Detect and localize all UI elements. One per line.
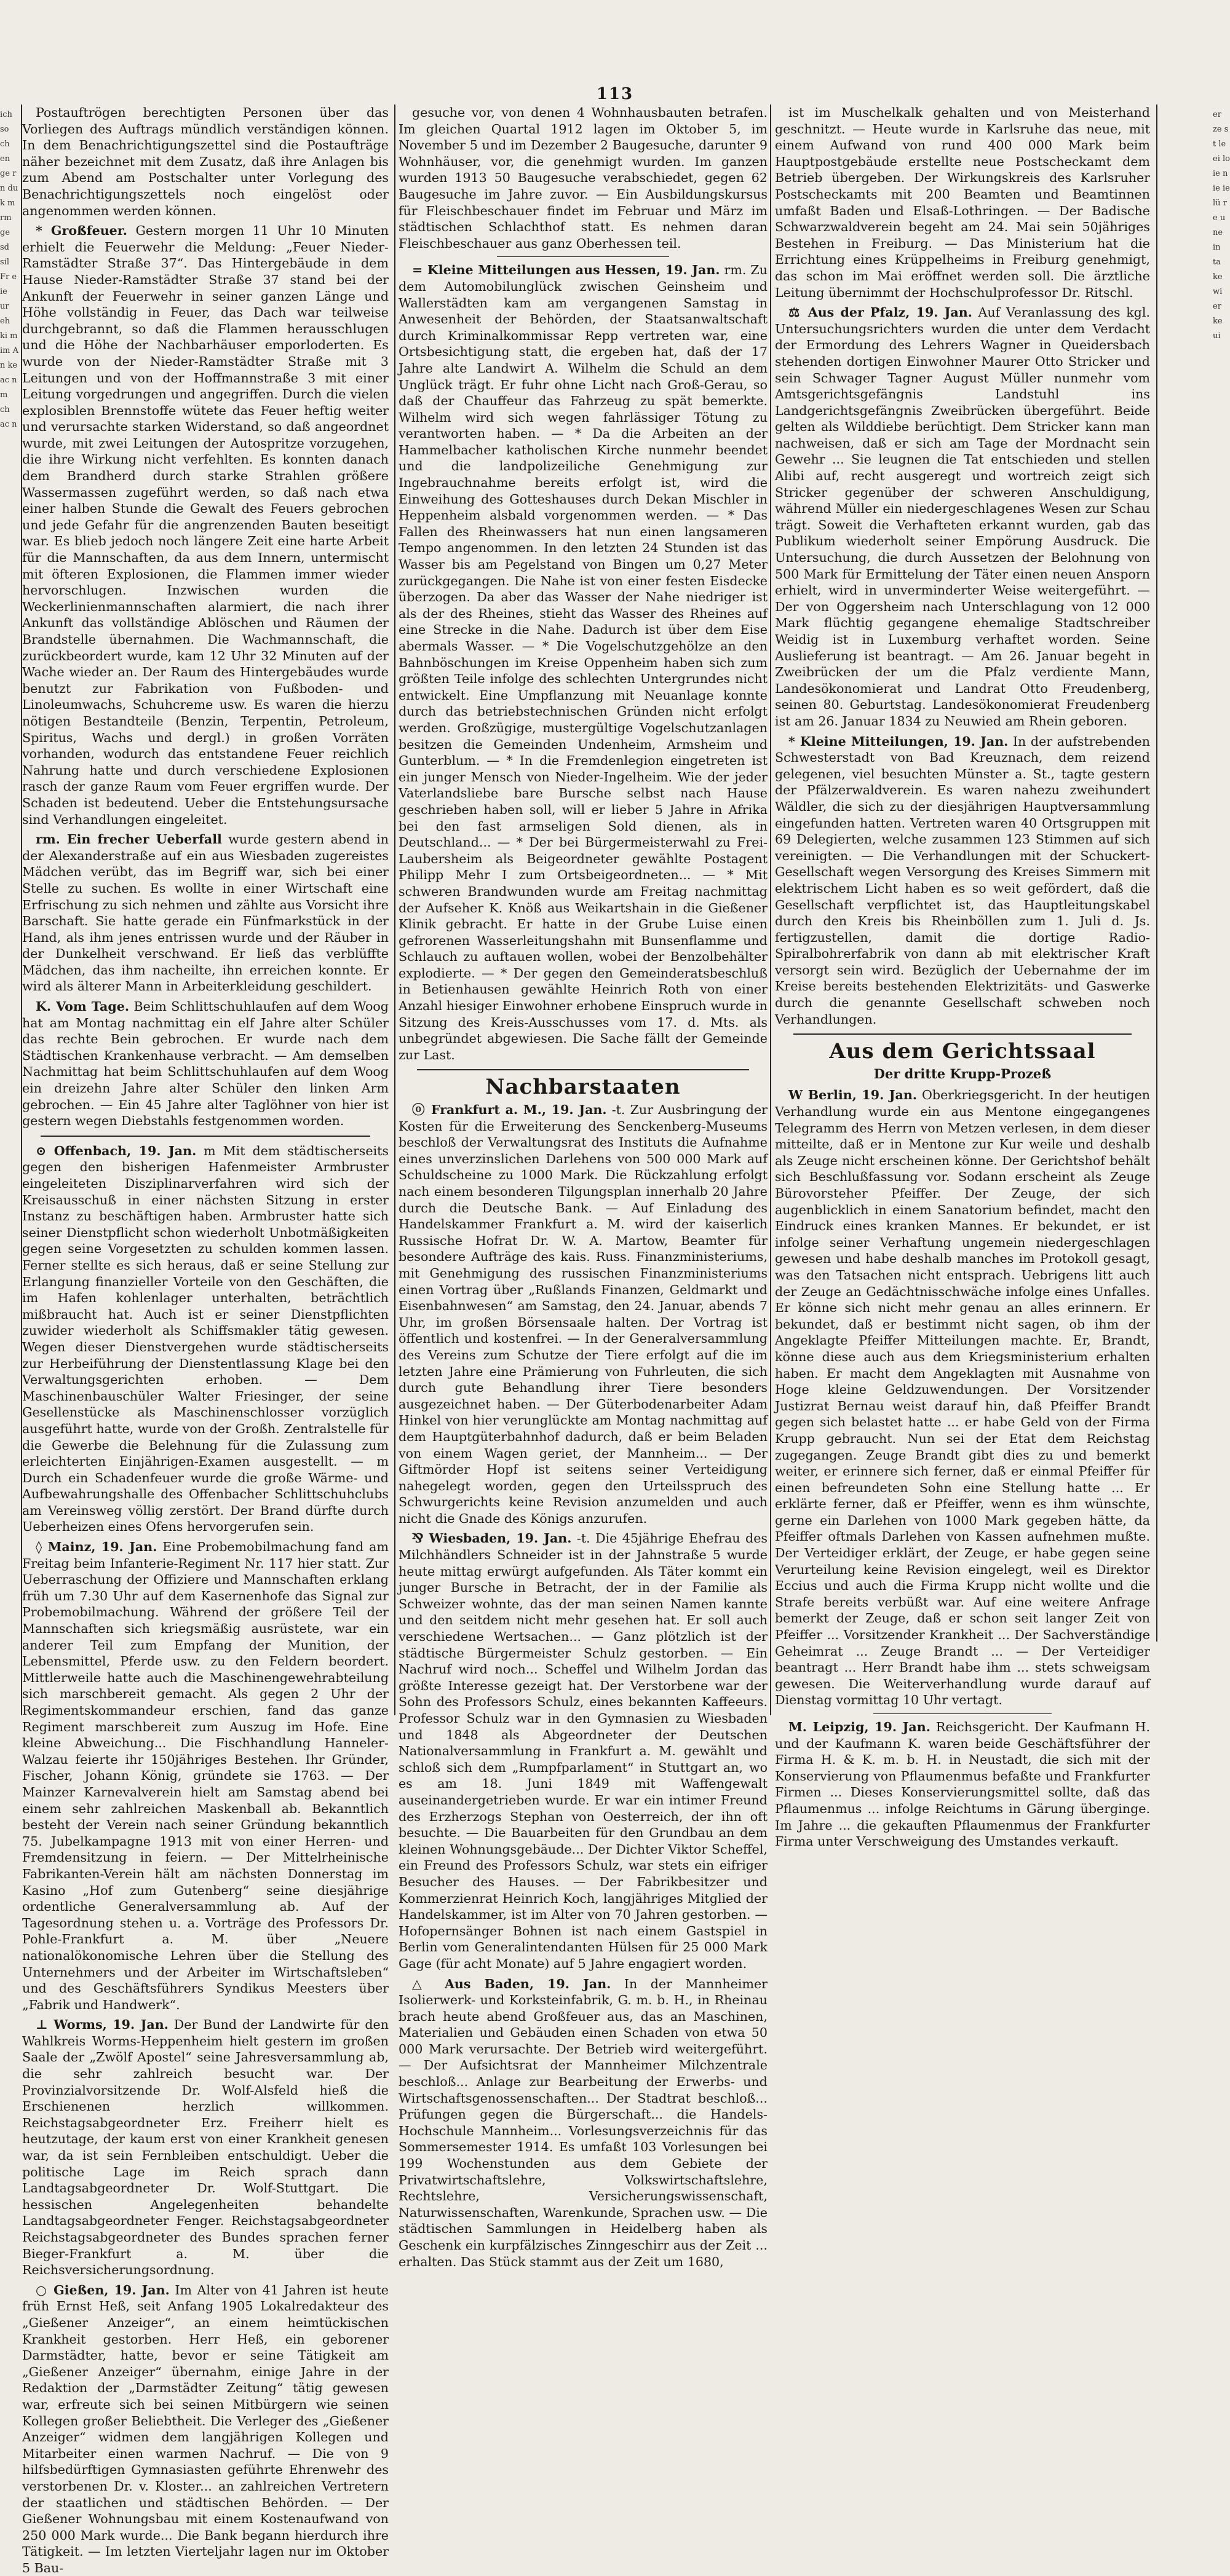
column-3 (775, 105, 1151, 1849)
article-kicker: ⚖ Aus der Pfalz, 19. Jan. (788, 305, 972, 320)
article (775, 304, 1150, 729)
article-text: -t. Die 45jährige Ehefrau des Milchhändlers Schneider ist in der Jahnstraße 5 wurde heute mittag erwürgt aufgefunden. Als Täter kommt ein junger Bursche in Betracht, der in der Familie als Schweizer wohnte, das der man seinen Namen kannte und den seitdem nicht mehr gesehen hat. Er soll auch verschiedene Wertsachen... — Ganz plötzlich ist der städtische Bürgermeister Schulz gestorben. — Ein Nachruf wird noch... Scheffel und Wilhelm Jordan das größte Interesse gezeigt hat. Der Verstorbene war der Sohn des Professors Schulz, eines bekannten Kaffeeurs. Professor Schulz war in den Gymnasien zu Wiesbaden und 1848 als Abgeordneter der Deutschen Nationalversammlung in Frankfurt a. M. gewählt und schloß sich dem „Rumpfparlament“ in Stuttgart an, wo es am 18. Juni 1849 mit Waffengewalt auseinandergetrieben wurde. Er war ein intimer Freund des Erzherzogs Stephan von Oesterreich, der ihn oft besuchte. — Die Bauarbeiten für den Grundbau an dem kleinen Wohnungsgebäude... Der Dichter Viktor Scheffel, ein Freund des Professors Schulz, war stets ein eifriger Besucher des Hauses. — Der Fabrikbesitzer und Kommerzienrat Heinrich Koch, langjähriges Mitglied der Handelskammer, ist im Alter von 70 Jahren gestorben. — Hofopernsänger Bohnen ist nach einem Gastspiel in Berlin vom Generalintendanten Hülsen für 25 000 Mark Gage (für acht Monate) auf 5 Jahre engagiert worden. (399, 1531, 768, 1971)
article-text: Postauftrögen berechtigten Personen über das Vorliegen des Auftrags mündlich verständigen können. In dem Benachrichtigungszettel sind die Postaufträge näher bezeichnet mit dem Zusatz, daß ihre Anlagen bis zum Abend am Postschalter unter Vorlegung des Benachrichtigungszettels noch eingelöst oder angenommen werden können. (22, 105, 389, 218)
article (399, 1976, 768, 2270)
article-text: ist im Muschelkalk gehalten und von Meisterhand geschnitzt. — Heute wurde in Karlsruhe das neue, mit einem Aufwand von rund 400 000 Mark beim Hauptpostgebäude erstellte neue Postscheckamt dem Betrieb übergeben. Der Wirkungskreis des Karlsruher Postscheckamts mit 200 Beamten und Beamtinnen umfaßt Baden und Elsaß-Lothringen. — Der Badische Schwarzwaldverein begeht am 24. Mai sein 50jähriges Bestehen in Freiburg. — Das Ministerium hat die Errichtung eines Krüppelheims in Freiburg genehmigt, das schon im Mai eröffnet werden soll. Die ärztliche Leitung übernimmt der Hochschulprofessor Dr. Ritschl. (775, 105, 1150, 300)
article-kicker: * Großfeuer. (36, 223, 127, 239)
column-2 (399, 105, 768, 2269)
article (775, 1087, 1150, 1709)
article (22, 223, 389, 828)
article-text: rm. Zu dem Automobilunglück zwischen Geinsheim und Wallerstädten kam am vergangenen Samstag in Anwesenheit der Behörden, der Staatsanwaltschaft durch Kriminalkommissar Repp vertreten war, eine Ortsbesichtigung statt, die ergeben hat, daß der 17 Jahre alte Landwirt A. Wilhelm die Schuld an dem Unglück trägt. Er fuhr ohne Licht nach Groß-Gerau, so daß der Chauffeur das Fahrzeug zu spät bemerkte. Wilhelm wird sich wegen fahrlässiger Tötung zu verantworten haben. — * Da die Arbeiten an der Hammelbacher katholischen Kirche nunmehr beendet und die landpolizeiliche Genehmigung zur Ingebrauchnahme bereits erfolgt ist, wird die Einweihung des Gotteshauses durch Dekan Mischler in Heppenheim alsbald vorgenommen werden. — * Das Fallen des Rheinwassers hat nun einen langsameren Tempo angenommen. In den letzten 24 Stunden ist das Wasser bis am Pegelstand von Bingen um 0,27 Meter zurückgegangen. Die Nahe ist von einer festen Eisdecke überzogen. Da aber das Wasser der Nahe niedriger ist als der des Rheines, stieht das Wasser des Rheines auf eine Strecke in die Nahe. Dadurch ist über dem Eise abermals Wasser. — * Die Vogelschutzgehölze an den Bahnböschungen im Kreise Oppenheim haben sich zum größten Teile infolge des schlechten Untergrundes nicht entwickelt. Eine Umpflanzung mit Neuanlage konnte durch das betriebstechnischen Gründen nicht erfolgt werden. Großzügige, mustergültige Vogelschutzanlagen besitzen die Gemeinden Undenheim, Armsheim und Gunterblum. — * In die Fremdenlegion eingetreten ist ein junger Mensch von Nieder-Ingelheim. Wie der jeder Vaterlandsliebe bare Bursche selbst nach Hause geschrieben haben soll, will er lieber 5 Jahre in Afrika bei den fast armseligen Sold dienen, als in Deutschland... — * Der bei Bürgermeisterwahl zu Frei-Laubersheim als Beigeordneter gewählte Postagent Philipp Mehr I zum Ortsbeigeordneten... — * Mit schweren Brandwunden wurde am Freitag nachmittag der Aufseher K. Knöß aus Weikartshain in die Gießener Klinik gebracht. Er hatte in der Grube Luise einen gefrorenen Wasserleitungshahn mit Bunsenflamme und Schlauch zu auftauen wollen, wobei der Benzolbehälter explodierte. — * Der gegen den Gemeinderatsbeschluß in Betienhausen gewählte Heinrich Roth von einer Anzahl hiesiger Einwohner erhobene Einspruch wurde in Sitzung des Kreis-Ausschusses vom 17. d. Mts. als unbegründet abgewiesen. Die Sache fällt der Gemeinde zur Last. (399, 263, 768, 1062)
article-kicker: M. Leipzig, 19. Jan. (788, 1720, 930, 1734)
section-heading-gerichtssaal: Aus dem Gerichtssaal (829, 1039, 1096, 1064)
article-text: Oberkriegsgericht. In der heutigen Verhandlung wurde ein aus Mentone eingegangenes Telegramm des Herrn von Metzen verlesen, in dem dieser mitteilte, daß er in Mentone zur Kur weile und deshalb als Zeuge nicht erscheinen könne. Der Gerichtshof behält sich Beschlußfassung vor. Sodann erscheint als Zeuge Bürovorsteher Pfeiffer. Der Zeuge, der sich augenblicklich in einem Sanatorium befindet, macht den Eindruck eines kranken Mannes. Er bekundet, er ist infolge seiner Verhaftung ungemein niedergeschlagen gewesen und habe deshalb manches im Protokoll gesagt, was den Tatsachen nicht entsprach. Uebrigens litt auch der Zeuge an Gedächtnisschwäche infolge eines Unfalles. Er könne sich nicht mehr genau an alles erinnern. Er bekundet, daß er bestimmt nicht sagen, ob ihm der Angeklagte Pfeiffer Mitteilungen machte. Er, Brandt, könne diese auch aus dem Kriegsministerium erhalten haben. Er macht dem Angeklagten mit Ausnahme von Hoge kleine Geldzuwendungen. Der Vorsitzender Justizrat Bernau weist darauf hin, daß Pfeiffer Brandt gegen sich belastet hatte ... er habe Geld von der Firma Krupp gebraucht. Nun sei der Etat dem Reichstag zugegangen. Zeuge Brandt gibt dies zu und bemerkt weiter, er erinnere sich ferner, daß er einmal Pfeiffer für einen befreundeten Sohn eine Stellung hatte ... Er erklärte ferner, daß er Pfeiffer, wenn es ihm wünschte, gerne ein Darlehen von 1000 Mark gegeben hätte, da Pfeiffer oftmals Darlehen von Kassen aufnehmen mußte. Der Verteidiger erklärt, der Zeuge, er habe gegen seine Verurteilung keine Revision eingelegt, weil es Direktor Eccius und auch die Firma Krupp nicht wollte und die Strafe bereits verbüßt war. Auf eine weitere Anfrage bemerkt der Zeuge, daß er schon seit langer Zeit von Pfeiffer ... Vorsitzender Krankheit ... Der Sachverständige Geheimrat ... Zeuge Brandt ... — Der Verteidiger beantragt ... Herr Brandt habe ihm ... stets schweigsam gewesen. Die Weiterverhandlung wurde darauf auf Dienstag vormittag 10 Uhr vertagt. (775, 1088, 1151, 1708)
left-margin-fragments: ich so ch en ge r n du k m rm ge sd sil Fr e ie ur eh ki m im A n ke ac n m ch ac n (0, 110, 19, 429)
column-rule-1 (394, 105, 395, 1715)
article (399, 1530, 768, 1972)
article-text: In der aufstrebenden Schwesterstadt von Bad Kreuznach, dem reizend gelegenen, viel besuchten Münster a. St., tagte gestern der Pfälzerwaldverein. Es waren nahezu zweihundert Wäldler, die sich zu der diesjährigen Hauptversammlung eingefunden hatten. Vertreten waren 40 Ortsgruppen mit 69 Delegierten, welche zusammen 123 Stimmen auf sich vereinigten. — Die Verhandlungen mit der Schuckert-Gesellschaft wegen Versorgung des Kreises Simmern mit elektrischem Licht haben es so weit gefördert, daß die Gesellschaft verpflichtet ist, das Hauptleitungskabel durch den Kreis bis Rheinböllen zum 1. Juli d. Js. fertigzustellen, damit die dortige Radio-Spiralbohrerfabrik von dann ab mit elektrischer Kraft versorgt sein wird. Bezüglich der Uebernahme der im Kreise bereits bestehenden Elektrizitäts- und Gaswerke durch die genannte Gesellschaft schweben noch Verhandlungen. (775, 733, 1150, 1027)
article-text: Reichsgericht. Der Kaufmann H. und der Kaufmann K. waren beide Geschäftsführer der Firma H. & K. m. b. H. in Neustadt, die sich mit der Konservierung von Pflaumenmus befaßte und Frankfurter Firmen ... Dieses Konservierungsmittel sollte, daß das Pflaumenmus ... infolge Reichtums in Gärung überginge. Im Jahre ... die gekauften Pflaumenmus der Frankfurter Firma unter Verschweigung des Umstandes verkauft. (775, 1720, 1150, 1849)
article-separator (41, 1136, 370, 1137)
column-rule-right-edge (1156, 105, 1157, 1642)
article-kicker: ⊙ Offenbach, 19. Jan. (36, 1143, 197, 1158)
article-subheading: Der dritte Krupp-Prozeß (873, 1065, 1052, 1081)
article-kicker: W Berlin, 19. Jan. (788, 1088, 918, 1103)
article-text: Eine Probemobilmachung fand am Freitag beim Infanterie-Regiment Nr. 117 hier statt. Zur Ueberraschung der Offiziere und Mannschaften erklang früh um 7.30 Uhr auf dem Kasernenhofe das Signal zur Probemobilmachung. Während der größere Teil der Mannschaften sich kriegsmäßig ausrüstete, war ein anderer Teil zum Empfang der Munition, der Lebensmittel, Pferde usw. zu den Feldern beordert. Mittlerweile hatte auch die Maschinengewehrabteilung sich marschbereit gemacht. Als gegen 2 Uhr der Regimentskommandeur erschien, fand das ganze Regiment marschbereit zum Auszug im Hofe. Eine kleine Abweichung... Die Fischhandlung Hanneler-Walzau feierte ihr 150jähriges Bestehen. Ihr Gründer, Fischer, Johann König, gründete sie 1763. — Der Mainzer Karnevalverein hielt am Samstag abend bei einem sehr zahlreichen Maskenball ab. Bekanntlich besteht der Verein nach seiner Gründung bekanntlich 75. Jubelkampagne 1913 mit von einer Herren- und Fremdensitzung in feiern. — Der Mittelrheinische Fabrikanten-Verein hält am nächsten Donnerstag im Kasino „Hof zum Gutenberg“ seine diesjährige ordentliche Generalversammlung ab. Auf der Tagesordnung stehen u. a. Vorträge des Professors Dr. Pohle-Frankfurt a. M. über „Neuere nationalökonomische Lehren über die Stellung des Unternehmers und der Arbeiter im Wirtschaftsleben“ und des Geschäftsführers Syndikus Meesters über „Fabrik und Handwerk“. (22, 1539, 389, 2012)
article-kicker: ⅋ Wiesbaden, 19. Jan. (412, 1531, 572, 1546)
article-text: -t. Zur Ausbringung der Kosten für die Erweiterung des Senckenberg-Museums beschloß der Verwaltungsrat des Instituts die Aufnahme eines unverzinslichen Darlehens von 500 000 Mark auf Schuldscheine zu 1000 Mark. Die Rückzahlung erfolgt nach einem besonderen Tilgungsplan innerhalb 20 Jahre durch die Deutsche Bank. — Auf Einladung des Handelskammer Frankfurt a. M. wird der kaiserlich Russische Hofrat Dr. W. A. Martow, Beamter für besondere Aufträge des kais. Russ. Finanzministeriums, mit Genehmigung des russischen Finanzministeriums einen Vortrag über „Rußlands Finanzen, Geldmarkt und Eisenbahnwesen“ am Samstag, den 24. Januar, abends 7 Uhr, im großen Börsensaale halten. Der Vortrag ist öffentlich und kostenfrei. — In der Generalversammlung des Vereins zum Schutze der Tiere erfolgt auf die im letzten Jahre eine Prämierung von Fuhrleuten, die sich durch gute Behandlung ihrer Tiere besonders ausgezeichnet haben. — Der Güterbodenarbeiter Adam Hinkel von hier verunglückte am Montag nachmittag auf dem Hauptgüterbahnhof dadurch, daß er beim Beladen von einem Wagen geriet, der Mannheim... — Der Giftmörder Hopf ist seitens seiner Verteidigung nahegelegt worden, gegen den Urteilsspruch des Schwurgerichts keine Revision anzumelden und auch nicht die Gnade des Königs anzurufen. (399, 1102, 768, 1526)
article-kicker: * Kleine Mitteilungen, 19. Jan. (788, 733, 1009, 749)
article (775, 1719, 1150, 1850)
article-text: wurde gestern abend in der Alexanderstraße auf ein aus Wiesbaden zugereistes Mädchen verübt, das im Begriff war, sich bei einer Stelle zu suchen. Es wollte in einer Wirtschaft eine Erfrischung zu sich nehmen und zählte aus Vorsicht ihre Barschaft. Sie hatte gerade ein Fünfmarkstück in der Hand, als ihm jenes entrissen wurde und der Räuber in der Dunkelheit verschwand. Er ließ das verblüffte Mädchen, das ihm nacheilte, ihn erreichen konnte. Er wird als älterer Mann in Arbeiterkleidung geschildert. (22, 832, 389, 994)
page-number: 113 (596, 85, 634, 103)
right-margin-fragments: er ze s t le ei lo ie n ie ie lü r e u ne in ta ke wi er ke ui (1213, 110, 1230, 341)
article (22, 2017, 389, 2278)
column-rule-2 (770, 105, 771, 1715)
article-text: gesuche vor, von denen 4 Wohnhausbauten betrafen. Im gleichen Quartal 1912 lagen im Oktober 5, im November 5 und im Dezember 2 Baugesuche, darunter 9 Wohnhäuser, vor, die genehmigt wurden. Im ganzen wurden 1913 50 Baugesuche verabschiedet, gegen 62 Baugesuche im Jahre zuvor. — Ein Ausbildungskursus für Fleischbeschauer findet im Februar und März im städtischen Schlachthof statt. Es nehmen daran Fleischbeschauer aus ganz Oberhessen teil. (399, 105, 768, 251)
article-text: Beim Schlittschuhlaufen auf dem Woog hat am Montag nachmittag ein elf Jahre alter Schüler das rechte Bein gebrochen. Er wurde nach dem Städtischen Krankenhause verbracht. — Am demselben Nachmittag hat beim Schlittschuhlaufen auf dem Woog ein dreizehn Jahre alter Schüler den linken Arm gebrochen. — Ein 45 Jahre alter Taglöhner von hier ist gestern wegen Diebstahls festgenommen worden. (22, 999, 389, 1129)
article-kicker: = Kleine Mitteilungen aus Hessen, 19. Jan. (412, 263, 720, 278)
article-kicker: ⊥ Worms, 19. Jan. (36, 2017, 169, 2033)
article (22, 2282, 389, 2576)
article-text: Im Alter von 41 Jahren ist heute früh Ernst Heß, seit Anfang 1905 Lokalredakteur des „Gießener Anzeiger“, an einem heimtückischen Krankheit gestorben. Herr Heß, ein geborener Darmstädter, hatte, bevor er seine Tätigkeit am „Gießener Anzeiger“ übernahm, einige Jahre in der Redaktion der „Darmstädter Zeitung“ tätig gewesen war, erfreute sich bei seinen Mitbürgern wie seinen Kollegen großer Beliebtheit. Die Verleger des „Gießener Anzeiger“ widmen dem langjährigen Kollegen und Mitarbeiter einen warmen Nachruf. — Die von 9 hilfsbedürftigen Gymnasiasten geführte Ehrenwehr des verstorbenen Dr. v. Kloster... an zahlreichen Vertretern der staatlichen und städtischen Behörden. — Der Gießener Wohnungsbau mit einem Kostenaufwand von 250 000 Mark wurde... Die Bank begann hierdurch ihre Tätigkeit. — Im letzten Vierteljahr lagen nur im Oktober 5 Bau- (22, 2282, 389, 2575)
article (22, 831, 389, 995)
article-kicker: ⓞ Frankfurt a. M., 19. Jan. (412, 1102, 607, 1118)
article-text: m Mit dem städtischerseits gegen den bisherigen Hafenmeister Armbruster eingeleiteten Disziplinarverfahren wird sich der Kreisausschuß in einer nächsten Sitzung in erster Instanz zu beschäftigen haben. Armbruster hatte sich seiner Dienstpflicht schon wiederholt Unbotmäßigkeiten gegen seine Vorgesetzten zu schulden kommen lassen. Ferner stellte es sich heraus, daß er seine Stellung zur Erlangung finanzieller Vorteile von den Geschäften, die im Hafen kohlenlager unterhalten, beträchtlich mißbraucht hat. Auch ist er seiner Dienstpflichten zuwider wiederholt als Schiffsmakler tätig gewesen. Wegen dieser Dienstvergehen wurde städtischerseits zur Herbeiführung der Dienstentlassung Klage bei den Verwaltungsgerichten erhoben. — Dem Maschinenbauschüler Walter Friesinger, der seine Gesellenstücke als Maschinenschlosser vorzüglich ausgeführt hatte, wurde von der Großh. Zentralstelle für die Gewerbe die Belehnung für die Zulassung zum erleichterten Einjährigen-Examen ausgestellt. — m Durch ein Schadenfeuer wurde die große Wärme- und Aufbewahrungshalle des Offenbacher Schlittschuhclubs am Vereinsweg völlig zerstört. Der Brand dürfte durch Ueberheizen eines Ofens hervorgerufen sein. (22, 1143, 389, 1535)
section-separator (417, 1069, 749, 1070)
section-separator (793, 1033, 1132, 1035)
article (22, 1143, 389, 1535)
article-kicker: rm. Ein frecher Ueberfall (36, 832, 222, 847)
article (775, 733, 1150, 1028)
article-kicker: ◊ Mainz, 19. Jan. (36, 1539, 157, 1555)
article-kicker: ○ Gießen, 19. Jan. (36, 2282, 170, 2297)
article-separator (497, 256, 669, 257)
article (399, 262, 768, 1063)
article-kicker: △ Aus Baden, 19. Jan. (412, 1976, 611, 1991)
article-text: In der Mannheimer Isolierwerk- und Korksteinfabrik, G. m. b. H., in Rheinau brach heute abend Großfeuer aus, das an Maschinen, Materialien und Gebäuden einen Schaden von etwa 50 000 Mark verursachte. Der Betrieb wird weitergeführt. — Der Aufsichtsrat der Mannheimer Milchzentrale beschloß... Anlage zur Bearbeitung der Erwerbs- und Wirtschaftsgenossenschaften... Der Stadtrat beschloß... Prüfungen gegen die Bürgerschaft... die Handels-Hochschule Mannheim... Vorlesungsverzeichnis für das Sommersemester 1914. Es umfaßt 103 Vorlesungen bei 199 Wochenstunden aus dem Gebiete der Privatwirtschaftslehre, Volkswirtschaftslehre, Rechtslehre, Versicherungswissenschaft, Naturwissenschaften, Warenkunde, Sprachen usw. — Die städtischen Sammlungen in Heidelberg haben als Geschenk ein kurpfälzisches Zinngeschirr aus der Zeit ... erhalten. Das Stück stammt aus der Zeit um 1680, (399, 1976, 768, 2269)
section-heading-nachbarstaaten: Nachbarstaaten (485, 1075, 681, 1100)
article (22, 998, 389, 1129)
article-text: Gestern morgen 11 Uhr 10 Minuten erhielt die Feuerwehr die Meldung: „Feuer Nieder-Ramstädter Straße 37“. Das Hintergebäude in dem Hause Nieder-Ramstädter Straße 37 stand bei der Ankunft der Feuerwehr in seiner ganzen Länge und Höhe vollständig in Feuer, das Dach war teilweise durchgebrannt, so daß die Flammen herausschlugen und die Höhe der Nachbarhäuser emporloderten. Es wurde von der Nieder-Ramstädter Straße mit 3 Leitungen und von der Hoffmannstraße 3 mit einer Leitung vorgedrungen und angegriffen. Durch die vielen explosiblen Brennstoffe wütete das Feuer heftig weiter und verursachte starken Widerstand, so daß angeordnet wurde, mit zwei Leitungen der Autospritze vorzugehen, die ihre Wirkung nicht verfehlten. Es konnten danach dem Brandherd durch starke Strahlen größere Wassermassen zugeführt werden, so daß nach etwa einer halben Stunde die Gewalt des Feuers gebrochen und jede Gefahr für die angrenzenden Bauten beseitigt war. Es blieb jedoch noch längere Zeit eine harte Arbeit für die Mannschaften, da aus dem Innern, untermischt mit öfteren Explosionen, die Flammen immer wieder hervorschlugen. Inzwischen wurden die Weckerlinienmannschaften alarmiert, die nach ihrer Ankunft das vollständige Ablöschen und Räumen der Brandstelle übernahmen. Die Wachmannschaft, die zurückbeordert wurde, kam 12 Uhr 32 Minuten auf der Wache wieder an. Der Raum des Hintergebäudes wurde benutzt zur Fabrikation von Fußboden- und Linoleumwachs, Schuhcreme usw. Es waren die hierzu nötigen Bestandteile (Benzin, Terpentin, Petroleum, Spiritus, Wachs und dergl.) in großen Vorräten vorhanden, wodurch das entstandene Feuer reichlich Nahrung hatte und durch verschiedene Explosionen rasch der ganze Raum vom Feuer ergriffen wurde. Der Schaden ist bedeutend. Ueber die Entstehungsursache sind Verhandlungen eingeleitet. (22, 223, 389, 827)
article-separator (873, 1713, 1052, 1714)
article-text: Auf Veranlassung des kgl. Untersuchungsrichters wurden die unter dem Verdacht der Ermordung des Lehrers Wagner in Queidersbach stehenden dortigen Einwohner Maurer Otto Stricker und sein Schwager Tagner August Müller nunmehr vom Amtsgerichtsgefängnis Landstuhl ins Landgerichtsgefängnis Zweibrücken übergeführt. Beide gelten als Wilddiebe berüchtigt. Dem Stricker kann man nachweisen, daß er sich am Tage der Mordnacht sein Gewehr ... Sie leugnen die Tat entschieden und stellen Alibi auf, recht ausgeregt und wortreich zeigt sich Stricker gegenüber der schweren Anschuldigung, während Müller ein niedergeschlagenes Wesen zur Schau trägt. Soweit die Verhafteten erkannt wurden, gab das Publikum wiederholt seiner Empörung Ausdruck. Die Untersuchung, die durch Aussetzen der Belohnung von 500 Mark für Ermittelung der Täter einen neuen Ansporn erhielt, wird in unverminderter Weise weitergeführt. — Der von Oggersheim nach Unterschlagung von 12 000 Mark flüchtig gegangene ehemalige Stadtschreiber Weidig ist in Luxemburg verhaftet worden. Seine Auslieferung ist beantragt. — Am 26. Januar begeht in Zweibrücken der um die Pfalz verdiente Mann, Landesökonomierat und Landrat Otto Freudenberg, seinen 80. Geburtstag. Landesökonomierat Freudenberg ist am 26. Januar 1834 zu Neuwied am Rhein geboren. (775, 305, 1150, 729)
article (22, 1539, 389, 2013)
article (399, 1102, 768, 1527)
article-kicker: K. Vom Tage. (36, 999, 130, 1014)
article-text: Der Bund der Landwirte für den Wahlkreis Worms-Heppenheim hielt gestern im großen Saale der „Zwölf Apostel“ seine Jahresversammlung ab, die sehr zahlreich besucht war. Der Provinzialvorsitzende Dr. Wolf-Alsfeld hieß die Erschienenen herzlich willkommen. Reichstagsabgeordneter Erz. Freiherr hielt es heutzutage, der kaum erst von einer Krankheit genesen war, da ist sein Fernbleiben entschuldigt. Ueber die politische Lage im Reich sprach dann Landtagsabgeordneter Dr. Wolf-Stuttgart. Die hessischen Angelegenheiten behandelte Landtagsabgeordneter Fenger. Reichstagsabgeordneter Reichstagsabgeordneter des Bundes sprachen ferner Bieger-Frankfurt a. M. über die Reichsversicherungsordnung. (22, 2017, 389, 2278)
column-1 (22, 105, 389, 2575)
